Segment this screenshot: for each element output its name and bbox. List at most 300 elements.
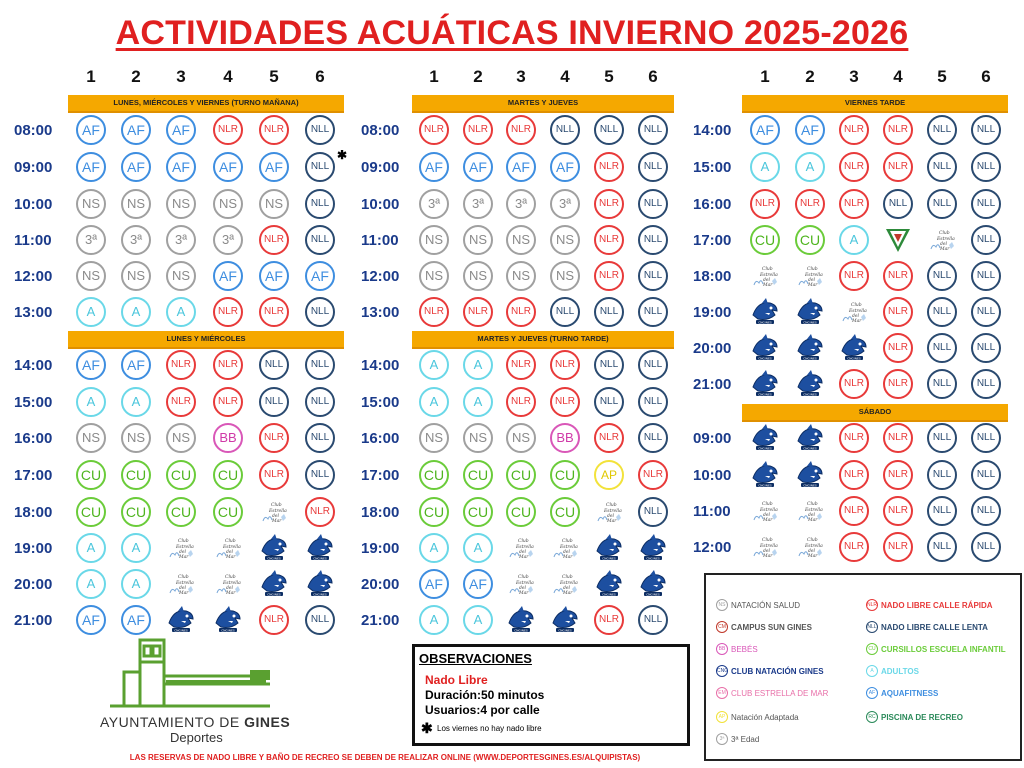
natacion-salud-badge: NS [419,261,449,291]
observations-subtitle: Nado Libre [425,673,488,687]
lane-number: 4 [560,67,570,86]
time-slot: 19:00 [693,304,732,321]
club-natacion-gines-icon [795,369,825,399]
ayuntamiento-logo [100,632,310,747]
svg-text:Estrella: Estrella [604,509,622,514]
legend-box [704,573,1022,761]
nado-libre-rapida-badge: NLR [883,261,913,291]
nado-libre-rapida-badge: NLR [839,189,869,219]
nado-libre-lenta-badge: NLL [927,189,957,219]
nado-libre-rapida-badge: NLR [419,297,449,327]
svg-text:del: del [763,549,770,554]
svg-text:Club: Club [178,575,189,580]
time-slot: 09:00 [14,159,53,176]
legend-tercera-edad-icon: 3ª [716,733,728,745]
time-slot: 13:00 [14,304,53,321]
svg-text:Mar: Mar [808,283,818,288]
time-slot: 14:00 [14,357,53,374]
observations-line1: Duración:50 minutos [425,688,545,702]
natacion-salud-badge: NS [166,261,196,291]
schedule-band-header: VIERNES TARDE [742,95,1008,113]
svg-text:Mar: Mar [763,283,773,288]
asterisk-icon: ✱ [421,720,433,736]
aquafitness-badge: AF [463,569,493,599]
time-slot: 10:00 [361,196,400,213]
adultos-badge: A [166,297,196,327]
legend-label: BEBÉS [731,644,758,654]
lane-number: 5 [269,67,279,86]
nado-libre-lenta-badge: NLL [971,532,1001,562]
lane-number: 3 [849,67,859,86]
time-slot: 21:00 [14,612,53,629]
nado-libre-rapida-badge: NLR [213,350,243,380]
lane-number: 6 [648,67,658,86]
time-slot: 21:00 [361,612,400,629]
time-slot: 14:00 [361,357,400,374]
svg-text:CNGINES: CNGINES [174,628,188,633]
nado-libre-lenta-badge: NLL [638,387,668,417]
nado-libre-lenta-badge: NLL [305,297,335,327]
club-natacion-gines-icon [594,533,624,563]
club-estrella-mar-icon [750,532,780,562]
club-estrella-mar-icon [594,497,624,527]
svg-text:CNGINES: CNGINES [803,320,817,325]
lane-number: 3 [176,67,186,86]
legend-label: CURSILLOS ESCUELA INFANTIL [881,644,1006,654]
svg-text:Club: Club [178,539,189,544]
nado-libre-rapida-badge: NLR [259,297,289,327]
nado-libre-rapida-badge: NLR [883,532,913,562]
nado-libre-lenta-badge: NLL [638,297,668,327]
legend-item [866,665,919,677]
svg-text:Club: Club [518,539,529,544]
time-slot: 11:00 [361,232,399,249]
svg-text:Club: Club [762,267,773,272]
club-natacion-gines-icon [750,460,780,490]
svg-text:Mar: Mar [607,519,617,524]
svg-text:Club: Club [562,575,573,580]
nado-libre-rapida-badge: NLR [259,423,289,453]
adultos-badge: A [463,605,493,635]
aquafitness-badge: AF [259,261,289,291]
nado-libre-rapida-badge: NLR [594,605,624,635]
svg-text:CNGINES: CNGINES [602,592,616,597]
svg-text:Club: Club [606,503,617,508]
cursillos-badge: CU [750,225,780,255]
cursillos-badge: CU [166,460,196,490]
svg-text:CNGINES: CNGINES [847,356,861,361]
legend-cursillos-icon: CU [866,643,878,655]
time-slot: 16:00 [14,430,53,447]
nado-libre-lenta-badge: NLL [927,460,957,490]
legend-club-estrella-mar-icon: EM [716,687,728,699]
natacion-adaptada-badge: AP [594,460,624,490]
club-estrella-mar-icon [750,496,780,526]
aquafitness-badge: AF [259,152,289,182]
legend-natacion-adaptada-icon: AP [716,711,728,723]
natacion-salud-badge: NS [550,261,580,291]
legend-item [866,643,1006,655]
svg-text:del: del [808,513,815,518]
svg-text:Estrella: Estrella [269,509,287,514]
adultos-badge: A [463,350,493,380]
nado-libre-lenta-badge: NLL [550,297,580,327]
svg-text:CNGINES: CNGINES [267,592,281,597]
legend-label: 3ª Edad [731,734,760,744]
natacion-salud-badge: NS [213,189,243,219]
legend-label: ADULTOS [881,666,919,676]
legend-item-icon: RC [866,711,878,723]
nado-libre-lenta-badge: NLL [594,350,624,380]
svg-text:Estrella: Estrella [760,544,778,549]
nado-libre-rapida-badge: NLR [506,297,536,327]
time-slot: 12:00 [361,268,400,285]
lane-number: 2 [131,67,141,86]
time-slot: 17:00 [361,467,400,484]
nado-libre-lenta-badge: NLL [259,350,289,380]
nado-libre-rapida-badge: NLR [883,115,913,145]
tercera-edad-badge: 3ª [166,225,196,255]
cursillos-badge: CU [76,460,106,490]
lane-number: 1 [760,67,770,86]
nado-libre-rapida-badge: NLR [213,115,243,145]
aquafitness-badge: AF [121,350,151,380]
nado-libre-rapida-badge: NLR [259,605,289,635]
svg-text:Club: Club [762,538,773,543]
time-slot: 20:00 [14,576,53,593]
cursillos-badge: CU [121,497,151,527]
nado-libre-lenta-badge: NLL [594,115,624,145]
tercera-edad-badge: 3ª [550,189,580,219]
legend-item [866,599,993,611]
natacion-salud-badge: NS [121,189,151,219]
nado-libre-rapida-badge: NLR [463,297,493,327]
nado-libre-lenta-badge: NLL [971,297,1001,327]
legend-item [716,643,758,655]
svg-text:del: del [607,514,614,519]
svg-text:Mar: Mar [808,518,818,523]
nado-libre-rapida-badge: NLR [259,225,289,255]
svg-text:Club: Club [807,538,818,543]
club-estrella-mar-icon [213,569,243,599]
aquafitness-badge: AF [419,569,449,599]
nado-libre-rapida-badge: NLR [213,387,243,417]
club-estrella-mar-icon [839,297,869,327]
nado-libre-lenta-badge: NLL [927,152,957,182]
svg-text:CNGINES: CNGINES [758,320,772,325]
legend-label: CLUB ESTRELLA DE MAR [731,688,829,698]
club-estrella-mar-icon [795,496,825,526]
svg-text:CNGINES: CNGINES [803,356,817,361]
svg-text:Mar: Mar [272,519,282,524]
natacion-salud-badge: NS [166,189,196,219]
nado-libre-lenta-badge: NLL [305,225,335,255]
club-estrella-mar-icon [166,533,196,563]
svg-text:Club: Club [762,502,773,507]
nado-libre-lenta-badge: NLL [927,532,957,562]
nado-libre-rapida-badge: NLR [883,333,913,363]
legend-item [866,687,938,699]
aquafitness-badge: AF [121,605,151,635]
club-natacion-gines-icon [750,333,780,363]
nado-libre-lenta-badge: NLL [305,189,335,219]
nado-libre-rapida-badge: NLR [550,387,580,417]
legend-campus-sun-gines-icon: CM [716,621,728,633]
svg-text:Estrella: Estrella [805,273,823,278]
logo-text [100,714,290,730]
legend-label: NADO LIBRE CALLE LENTA [881,622,988,632]
svg-text:Club: Club [225,539,236,544]
tercera-edad-badge: 3ª [121,225,151,255]
nado-libre-lenta-badge: NLL [305,152,335,182]
nado-libre-lenta-badge: NLL [305,350,335,380]
cursillos-badge: CU [166,497,196,527]
nado-libre-lenta-badge: NLL [594,387,624,417]
nado-libre-rapida-badge: NLR [839,261,869,291]
legend-item [866,621,988,633]
club-estrella-mar-icon [506,533,536,563]
logo-line1-bold: GINES [244,714,291,730]
svg-text:Estrella: Estrella [516,545,534,550]
cursillos-badge: CU [419,460,449,490]
svg-text:CNGINES: CNGINES [646,592,660,597]
svg-text:Club: Club [562,539,573,544]
svg-text:Mar: Mar [763,518,773,523]
svg-text:del: del [519,586,526,591]
natacion-salud-badge: NS [463,225,493,255]
club-estrella-mar-icon [259,497,289,527]
observations-line2: Usuarios:4 por calle [425,703,540,717]
legend-label: AQUAFITNESS [881,688,939,698]
lane-number: 3 [516,67,526,86]
aquafitness-badge: AF [419,152,449,182]
svg-text:del: del [808,549,815,554]
club-estrella-mar-icon [213,533,243,563]
svg-text:CNGINES: CNGINES [313,556,327,561]
time-slot: 19:00 [361,540,400,557]
svg-text:CNGINES: CNGINES [758,446,772,451]
svg-text:Club: Club [807,267,818,272]
legend-label: NADO LIBRE CALLE RÁPIDA [881,600,993,610]
nado-libre-lenta-badge: NLL [927,261,957,291]
nado-libre-lenta-badge: NLL [971,423,1001,453]
nado-libre-lenta-badge: NLL [305,605,335,635]
natacion-salud-badge: NS [463,261,493,291]
natacion-salud-badge: NS [76,189,106,219]
svg-text:del: del [519,550,526,555]
svg-text:CNGINES: CNGINES [803,446,817,451]
nado-libre-lenta-badge: NLL [638,225,668,255]
svg-text:CNGINES: CNGINES [267,556,281,561]
nado-libre-rapida-badge: NLR [883,152,913,182]
svg-text:CNGINES: CNGINES [602,556,616,561]
tercera-edad-badge: 3ª [76,225,106,255]
natacion-salud-badge: NS [419,225,449,255]
adultos-badge: A [419,387,449,417]
svg-text:Club: Club [518,575,529,580]
nado-libre-lenta-badge: NLL [638,152,668,182]
nado-libre-rapida-badge: NLR [166,387,196,417]
legend-nado-libre-rapida-icon: NLR [866,599,878,611]
lane-number: 4 [893,67,903,86]
cursillos-badge: CU [550,460,580,490]
time-slot: 11:00 [14,232,52,249]
schedule-band-header: SÁBADO [742,404,1008,422]
aquafitness-badge: AF [76,605,106,635]
svg-text:del: del [179,550,186,555]
svg-text:CNGINES: CNGINES [221,628,235,633]
legend-item [716,599,800,611]
svg-text:Estrella: Estrella [176,581,194,586]
page-title: ACTIVIDADES ACUÁTICAS INVIERNO 2025-2026 [115,14,909,52]
lane-number: 6 [315,67,325,86]
svg-text:Mar: Mar [563,591,573,596]
nado-libre-lenta-badge: NLL [638,605,668,635]
svg-text:Estrella: Estrella [937,237,955,242]
club-natacion-gines-icon [795,423,825,453]
club-natacion-gines-icon [550,605,580,635]
svg-text:Estrella: Estrella [760,508,778,513]
natacion-salud-badge: NS [419,423,449,453]
svg-text:CNGINES: CNGINES [803,483,817,488]
svg-text:Estrella: Estrella [805,508,823,513]
club-estrella-mar-icon [795,532,825,562]
aquafitness-badge: AF [121,115,151,145]
svg-text:Mar: Mar [940,247,950,252]
time-slot: 09:00 [361,159,400,176]
time-slot: 15:00 [693,159,732,176]
aquafitness-badge: AF [213,152,243,182]
nado-libre-lenta-badge: NLL [550,115,580,145]
legend-club-natacion-gines-icon: CNG [716,665,728,677]
adultos-badge: A [76,297,106,327]
legend-item [866,711,963,723]
tower-logo-icon [100,632,310,712]
legend-label: Natación Adaptada [731,712,799,722]
nado-libre-rapida-badge: NLR [883,423,913,453]
natacion-salud-badge: NS [506,261,536,291]
schedule-band-header: LUNES Y MIÉRCOLES [68,331,344,349]
nado-libre-rapida-badge: NLR [839,423,869,453]
svg-text:Estrella: Estrella [516,581,534,586]
tercera-edad-badge: 3ª [213,225,243,255]
club-natacion-gines-icon [795,460,825,490]
nado-libre-rapida-badge: NLR [463,115,493,145]
nado-libre-lenta-badge: NLL [927,496,957,526]
aquafitness-badge: AF [76,152,106,182]
svg-text:del: del [226,586,233,591]
tercera-edad-badge: 3ª [506,189,536,219]
svg-text:Estrella: Estrella [560,545,578,550]
svg-text:Mar: Mar [226,555,236,560]
schedule-band-header: MARTES Y JUEVES [412,95,674,113]
nado-libre-lenta-badge: NLL [305,460,335,490]
adultos-badge: A [121,533,151,563]
svg-text:CNGINES: CNGINES [558,628,572,633]
time-slot: 16:00 [693,196,732,213]
cursillos-badge: CU [795,225,825,255]
time-slot: 13:00 [361,304,400,321]
cursillos-badge: CU [463,497,493,527]
legend-label: CAMPUS SUN GINES [731,622,812,632]
svg-text:del: del [852,314,859,319]
campus-sun-gines-icon [883,225,913,255]
nado-libre-lenta-badge: NLL [927,297,957,327]
nado-libre-lenta-badge: NLL [638,115,668,145]
svg-text:Mar: Mar [763,554,773,559]
legend-item [716,687,828,699]
svg-text:Club: Club [939,231,950,236]
club-natacion-gines-icon [750,297,780,327]
club-natacion-gines-icon [305,569,335,599]
svg-text:CNGINES: CNGINES [313,592,327,597]
nado-libre-rapida-badge: NLR [839,152,869,182]
schedule-band-header: LUNES, MIÉRCOLES Y VIERNES (TURNO MAÑANA) [68,95,344,113]
nado-libre-rapida-badge: NLR [839,460,869,490]
legend-item [716,711,799,723]
nado-libre-rapida-badge: NLR [259,460,289,490]
legend-natacion-salud-icon: NS [716,599,728,611]
club-estrella-mar-icon [506,569,536,599]
cursillos-badge: CU [463,460,493,490]
nado-libre-lenta-badge: NLL [927,423,957,453]
lane-number: 4 [223,67,233,86]
nado-libre-rapida-badge: NLR [839,532,869,562]
nado-libre-lenta-badge: NLL [971,261,1001,291]
club-estrella-mar-icon [550,533,580,563]
nado-libre-lenta-badge: NLL [971,496,1001,526]
svg-text:Estrella: Estrella [560,581,578,586]
svg-text:del: del [763,513,770,518]
svg-text:Mar: Mar [519,591,529,596]
club-estrella-mar-icon [550,569,580,599]
aquafitness-badge: AF [750,115,780,145]
adultos-badge: A [839,225,869,255]
aquafitness-badge: AF [76,115,106,145]
nado-libre-rapida-badge: NLR [795,189,825,219]
nado-libre-rapida-badge: NLR [594,423,624,453]
asterisk-icon: ✱ [337,148,348,162]
natacion-salud-badge: NS [166,423,196,453]
svg-text:Mar: Mar [519,555,529,560]
aquafitness-badge: AF [166,152,196,182]
svg-text:Mar: Mar [179,591,189,596]
aquafitness-badge: AF [463,152,493,182]
time-slot: 20:00 [693,340,732,357]
aquafitness-badge: AF [166,115,196,145]
nado-libre-rapida-badge: NLR [166,350,196,380]
lane-number: 5 [937,67,947,86]
natacion-salud-badge: NS [76,261,106,291]
aquafitness-badge: AF [121,152,151,182]
time-slot: 21:00 [693,376,732,393]
nado-libre-rapida-badge: NLR [594,152,624,182]
club-natacion-gines-icon [795,333,825,363]
nado-libre-rapida-badge: NLR [213,297,243,327]
legend-item [716,621,812,633]
nado-libre-rapida-badge: NLR [594,225,624,255]
adultos-badge: A [419,533,449,563]
time-slot: 16:00 [361,430,400,447]
legend-adultos-icon: A [866,665,878,677]
time-slot: 14:00 [693,122,732,139]
lane-number: 1 [86,67,96,86]
adultos-badge: A [419,605,449,635]
svg-text:Estrella: Estrella [849,309,867,314]
nado-libre-rapida-badge: NLR [839,369,869,399]
club-natacion-gines-icon [638,533,668,563]
legend-aquafitness-icon: AF [866,687,878,699]
